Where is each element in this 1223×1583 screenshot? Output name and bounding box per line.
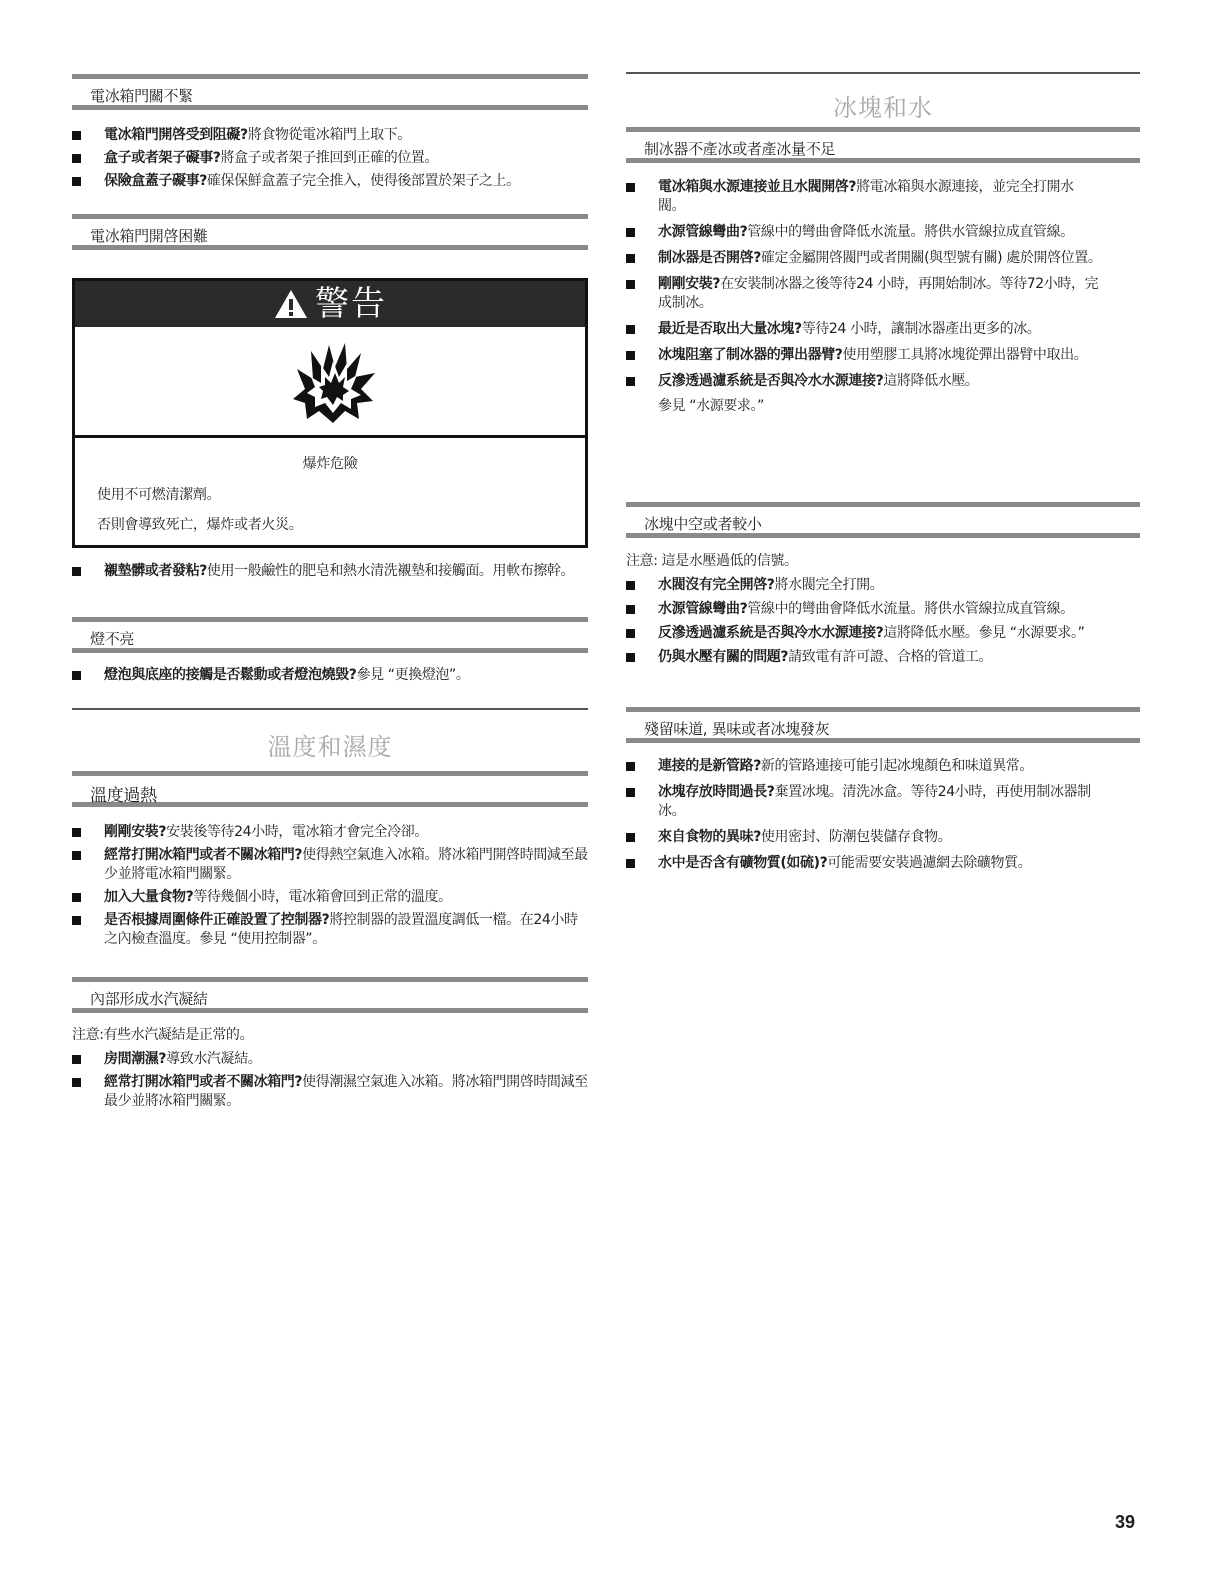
page-number: 39 bbox=[1115, 1512, 1136, 1532]
section-header-door-hard-open bbox=[72, 214, 588, 250]
hollow-ice-list bbox=[626, 576, 1140, 667]
list-item: 水中是否含有礦物質(如硫)?可能需要安裝過濾網去除礦物質。 bbox=[626, 854, 1140, 873]
list-item: 仍與水壓有關的問題?請致電有許可證、合格的管道工。 bbox=[626, 648, 1140, 667]
light-off-list bbox=[72, 666, 588, 685]
hollow-ice-note: 注意: 這是水壓過低的信號。 bbox=[626, 553, 798, 569]
warning-box bbox=[72, 278, 588, 548]
door-not-close-list bbox=[72, 126, 588, 191]
list-item: 水閥沒有完全開啓?將水閥完全打開。 bbox=[626, 576, 1140, 595]
list-item: 冰塊阻塞了制冰器的彈出器臂?使用塑膠工具將冰塊從彈出器臂中取出。 bbox=[626, 346, 1140, 365]
too-warm-list bbox=[72, 823, 588, 949]
list-item: 是否根據周圍條件正確設置了控制器?將控制器的設置溫度調低一檔。在24小時之內檢查溫度。參見 “使用控制器”。 bbox=[72, 911, 588, 949]
warning-header bbox=[75, 281, 585, 327]
warning-title: 警告 bbox=[315, 284, 387, 324]
list-item: 保險盒蓋子礙事?確保保鮮盒蓋子完全推入，使得後部置於架子之上。 bbox=[72, 172, 588, 191]
section-title: 溫度過熱 bbox=[90, 786, 157, 806]
no-ice-list bbox=[626, 178, 1140, 416]
list-item: 電冰箱門開啓受到阻礙?將食物從電冰箱門上取下。 bbox=[72, 126, 588, 145]
section-rule bbox=[626, 72, 1140, 74]
warning-line: 使用不可燃清潔劑。 bbox=[97, 487, 221, 503]
section-title: 燈不亮 bbox=[90, 630, 135, 648]
list-item: 燈泡與底座的接觸是否鬆動或者燈泡燒毀?參見 “更換燈泡”。 bbox=[72, 666, 588, 685]
explosion-icon bbox=[289, 339, 379, 423]
section-header-light-off bbox=[72, 617, 588, 653]
gasket-list bbox=[72, 562, 588, 581]
warning-hazard: 爆炸危險 bbox=[302, 456, 358, 472]
list-item: 反滲透過濾系統是否與冷水水源連接?這將降低水壓。參見 “水源要求。” bbox=[626, 624, 1140, 643]
section-title: 電冰箱門關不緊 bbox=[90, 87, 193, 105]
list-item: 連接的是新管路?新的管路連接可能引起冰塊顏色和味道異常。 bbox=[626, 757, 1140, 776]
section-title: 內部形成水汽凝結 bbox=[90, 990, 208, 1008]
list-item: 電冰箱與水源連接並且水閥開啓?將電冰箱與水源連接，並完全打開水閥。 bbox=[626, 178, 1140, 216]
temp-humidity-title: 溫度和濕度 bbox=[267, 733, 393, 761]
list-item: 經常打開冰箱門或者不關冰箱門?使得熱空氣進入冰箱。將冰箱門開啓時間減至最少並將電冰箱門關緊。 bbox=[72, 846, 588, 884]
list-item: 剛剛安裝?安裝後等待24小時，電冰箱才會完全冷卻。 bbox=[72, 823, 588, 842]
list-item: 經常打開冰箱門或者不關冰箱門?使得潮濕空氣進入冰箱。將冰箱門開啓時間減至最少並將冰箱門關緊。 bbox=[72, 1073, 588, 1111]
list-item: 盒子或者架子礙事?將盒子或者架子推回到正確的位置。 bbox=[72, 149, 588, 168]
section-title: 電冰箱門開啓困難 bbox=[90, 227, 208, 245]
list-item: 房間潮濕?導致水汽凝結。 bbox=[72, 1050, 588, 1069]
section-header-door-not-close bbox=[72, 74, 588, 110]
list-item: 反滲透過濾系統是否與冷水水源連接?這將降低水壓。 bbox=[626, 372, 1140, 391]
list-item: 剛剛安裝?在安裝制冰器之後等待24 小時，再開始制冰。等待72小時，完成制冰。 bbox=[626, 275, 1140, 313]
explosion-pictogram-frame bbox=[75, 327, 585, 438]
off-taste-list bbox=[626, 757, 1140, 873]
list-item: 最近是否取出大量冰塊?等待24 小時，讓制冰器產出更多的冰。 bbox=[626, 320, 1140, 339]
condensation-list bbox=[72, 1050, 588, 1111]
condensation-note: 注意:有些水汽凝結是正常的。 bbox=[72, 1027, 254, 1043]
list-item: 水源管線彎曲?管線中的彎曲會降低水流量。將供水管線拉成直管線。 bbox=[626, 600, 1140, 619]
section-header-off-taste bbox=[626, 707, 1140, 743]
section-header-no-ice bbox=[626, 127, 1140, 163]
list-item: 來自食物的異味?使用密封、防潮包裝儲存食物。 bbox=[626, 828, 1140, 847]
ice-water-title: 冰塊和水 bbox=[833, 94, 933, 122]
section-title: 冰塊中空或者較小 bbox=[644, 515, 762, 533]
list-item: 冰塊存放時間過長?棄置冰塊。清洗冰盒。等待24小時，再使用制冰器制冰。 bbox=[626, 783, 1140, 821]
section-header-too-warm bbox=[72, 771, 588, 807]
section-rule bbox=[72, 708, 588, 710]
see-also: 參見 “水源要求。” bbox=[658, 398, 764, 414]
list-item: 制冰器是否開啓?確定金屬開啓閥門或者開關(與型號有關) 處於開啓位置。 bbox=[626, 249, 1140, 268]
list-item: 襯墊髒或者發粘?使用一般鹼性的肥皂和熱水清洗襯墊和接觸面。用軟布擦幹。 bbox=[72, 562, 588, 581]
warning-line: 否則會導致死亡，爆炸或者火災。 bbox=[97, 517, 303, 533]
section-title: 殘留味道, 異味或者冰塊發灰 bbox=[644, 720, 830, 738]
section-title: 制冰器不產冰或者產冰量不足 bbox=[644, 140, 836, 158]
section-header-hollow-ice bbox=[626, 502, 1140, 538]
warning-triangle-icon bbox=[273, 288, 309, 320]
section-header-condensation bbox=[72, 977, 588, 1013]
list-item: 加入大量食物?等待幾個小時，電冰箱會回到正常的溫度。 bbox=[72, 888, 588, 907]
list-item: 水源管線彎曲?管線中的彎曲會降低水流量。將供水管線拉成直管線。 bbox=[626, 223, 1140, 242]
